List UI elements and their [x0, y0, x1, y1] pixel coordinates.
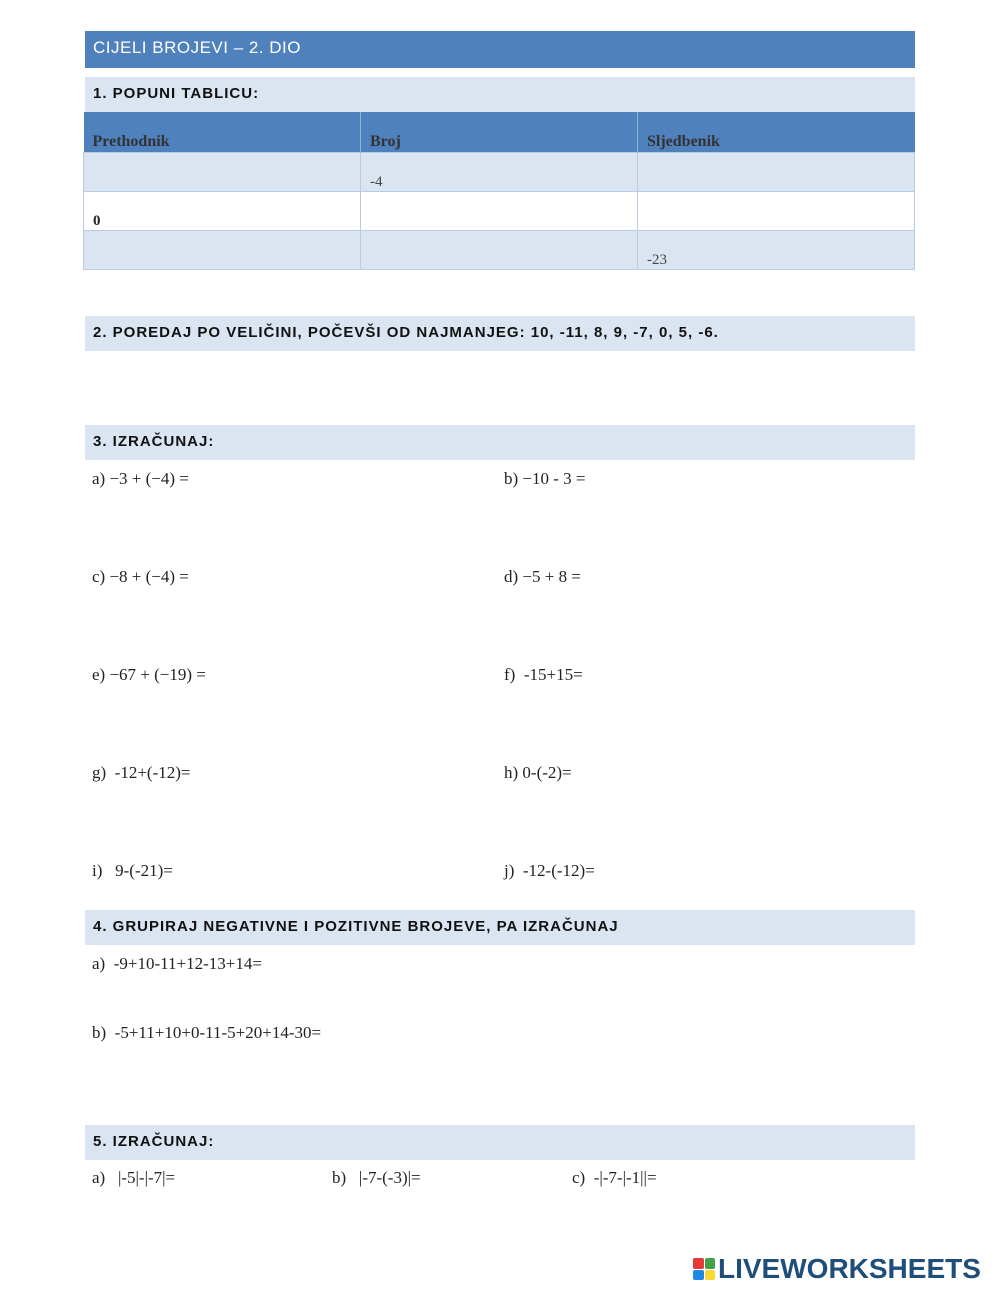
section-3-heading: 3. IZRAČUNAJ:	[85, 425, 915, 460]
section-2-heading: 2. POREDAJ PO VELIČINI, POČEVŠI OD NAJMANJEG: 10, -11, 8, 9, -7, 0, 5, -6.	[85, 316, 915, 351]
task-3f: f) -15+15=	[504, 665, 583, 684]
task-3h: h) 0-(-2)=	[504, 763, 572, 782]
section-4-heading: 4. GRUPIRAJ NEGATIVNE I POZITIVNE BROJEVE, PA IZRAČUNAJ	[85, 910, 915, 945]
given-cell: -4	[361, 153, 638, 192]
column-header-prethodnik: Prethodnik	[84, 112, 361, 153]
given-cell: -23	[638, 231, 915, 270]
task-3e: e) −67 + (−19) =	[92, 665, 206, 684]
answer-cell[interactable]	[84, 231, 361, 270]
task-3d: d) −5 + 8 =	[504, 567, 581, 586]
column-header-broj: Broj	[361, 112, 638, 153]
answer-cell[interactable]	[638, 192, 915, 231]
task-4b: b) -5+11+10+0-11-5+20+14-30=	[92, 1023, 322, 1042]
table-row	[84, 153, 915, 192]
task-4a: a) -9+10-11+12-13+14=	[92, 954, 262, 973]
logo-mark-icon	[693, 1258, 715, 1280]
task-3j: j) -12-(-12)=	[504, 861, 595, 880]
task-5a: a) |-5|-|-7|=	[92, 1168, 176, 1187]
column-header-sljedbenik: Sljedbenik	[638, 112, 915, 153]
task-3b: b) −10 - 3 =	[504, 469, 586, 488]
answer-cell[interactable]	[84, 153, 361, 192]
task-3g: g) -12+(-12)=	[92, 763, 191, 782]
task-3a: a) −3 + (−4) =	[92, 469, 189, 488]
logo-text: LIVEWORKSHEETS	[718, 1253, 981, 1284]
task-3c: c) −8 + (−4) =	[92, 567, 189, 586]
task-5c: c) -|-7-|-1||=	[572, 1168, 657, 1187]
given-cell: 0	[84, 192, 361, 231]
answer-cell[interactable]	[638, 153, 915, 192]
answer-cell[interactable]	[361, 231, 638, 270]
table-row	[84, 192, 915, 231]
predecessor-successor-table	[83, 112, 915, 270]
task-5b: b) |-7-(-3)|=	[332, 1168, 421, 1187]
table-header-row	[84, 112, 915, 153]
task-3i: i) 9-(-21)=	[92, 861, 173, 880]
answer-cell[interactable]	[361, 192, 638, 231]
section-5-heading: 5. IZRAČUNAJ:	[85, 1125, 915, 1160]
section-1-heading: 1. POPUNI TABLICU:	[85, 77, 915, 112]
worksheet-title: CIJELI BROJEVI – 2. DIO	[85, 31, 915, 68]
table-row	[84, 231, 915, 270]
liveworksheets-logo	[693, 1253, 981, 1285]
